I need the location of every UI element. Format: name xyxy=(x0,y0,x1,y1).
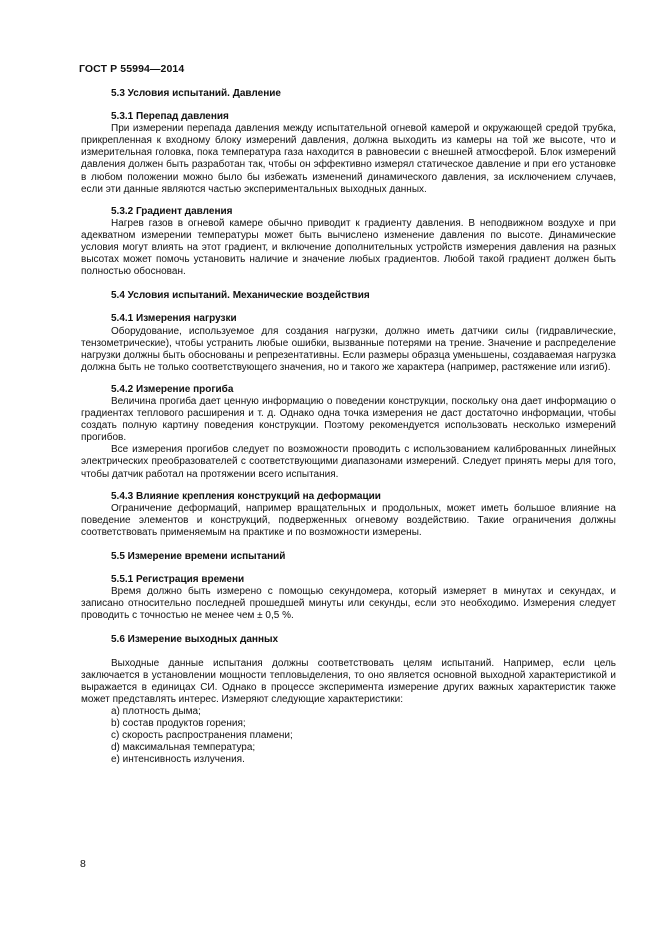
list-item: e) интенсивность излучения. xyxy=(111,754,245,766)
section-5-4-3-title: 5.4.3 Влияние крепления конструкций на деформации xyxy=(111,490,381,502)
list-item: b) состав продуктов горения; xyxy=(111,718,246,730)
section-5-4-3-text: Ограничение деформаций, например вращательных и продольных, может иметь большое влияние на поведение элементов и конструкций, подверженных огневому воздействию. Такие ограничения должны соответствовать применяемым на практике и по возможности измерены. xyxy=(81,502,616,538)
section-5-3-2-text: Нагрев газов в огневой камере обычно приводит к градиенту давления. В неподвижном воздухе и при адекватном измерении температуры может быть вычислено изменение давления по высоте. Динамические условия могут влиять на этот градиент, и включение дополнительных устройств измерения давления на разных высотах может помочь установить наличие и значение любых градиентов. Любой такой градиент должен быть полностью обоснован. xyxy=(81,217,616,278)
section-5-5-1-title: 5.5.1 Регистрация времени xyxy=(111,574,245,586)
section-5-4-1-title: 5.4.1 Измерения нагрузки xyxy=(111,313,237,325)
section-5-4-2-text-2: Все измерения прогибов следует по возможности проводить с использованием калиброванных линейных электрических преобразователей с соответствующими диапазонами измерений. Следует принять меры для того, чтобы датчик работал на протяжении всего испытания. xyxy=(81,444,616,480)
section-5-4-title: 5.4 Условия испытаний. Механические воздействия xyxy=(111,290,370,302)
section-5-4-1-text: Оборудование, используемое для создания нагрузки, должно иметь датчики силы (гидравлические, тензометрические), чтобы устранить любые ошибки, вызванные потерями на трение. Значение и распределение нагрузки должны быть обоснованы и репрезентативны. Если размеры образца уменьшены, создаваемая нагрузка должна быть не только соответствующего значения, но и такого же характера (например, растяжение или изгиб). xyxy=(81,325,616,373)
section-5-4-2-title: 5.4.2 Измерение прогиба xyxy=(111,383,234,395)
section-5-4-2-text-1: Величина прогиба дает ценную информацию о поведении конструкции, поскольку она дает информацию о градиентах теплового расширения и т. д. Однако одна точка измерения не даст достаточно информации, чтобы создать полную картину поведения конструкции. Поэтому рекомендуется использовать несколько измерений прогибов. xyxy=(81,395,616,444)
section-5-6-title: 5.6 Измерение выходных данных xyxy=(111,634,279,646)
section-5-3-1-text: При измерении перепада давления между испытательной огневой камерой и окружающей средой трубка, прикрепленная к входному блоку измерений давления, должна выходить из камеры на той же высоте, что и измерительная головка, пока температура газа находится в равновесии с внешней атмосферой. Блок измерений давления должен быть разработан так, чтобы он эффективно измерял статическое давление и при его установке в любом положении можно было бы избежать изменений динамического давления, за исключением случаев, если эти данные являются частью экспериментальных выходных данных. xyxy=(81,123,616,195)
document-header: ГОСТ Р 55994—2014 xyxy=(79,63,185,75)
section-5-3-title: 5.3 Условия испытаний. Давление xyxy=(111,88,281,99)
page-number: 8 xyxy=(80,858,86,870)
section-5-3-2-title: 5.3.2 Градиент давления xyxy=(111,205,233,217)
section-5-5-1-text: Время должно быть измерено с помощью секундомера, который измеряет в минутах и секундах, и записано относительно последней прошедшей минуты или секунды, если это необходимо. Измерения следует проводить с точностью не менее чем ± 0,5 %. xyxy=(81,586,616,622)
characteristics-list xyxy=(81,706,616,766)
list-item: c) скорость распространения пламени; xyxy=(111,730,293,742)
section-5-6-text: Выходные данные испытания должны соответствовать целям испытаний. Например, если цель заключается в установлении мощности тепловыделения, то оно является основной выходной характеристикой и выражается в единицах СИ. Однако в процессе эксперимента измерение других важных характеристик также может представлять интерес. Измеряют следующие характеристики: xyxy=(81,657,616,705)
list-item: d) максимальная температура; xyxy=(111,742,256,754)
section-5-3-1-title: 5.3.1 Перепад давления xyxy=(111,111,229,123)
section-5-5-title: 5.5 Измерение времени испытаний xyxy=(111,551,286,562)
page-body xyxy=(81,88,616,766)
list-item: a) плотность дыма; xyxy=(111,705,201,717)
